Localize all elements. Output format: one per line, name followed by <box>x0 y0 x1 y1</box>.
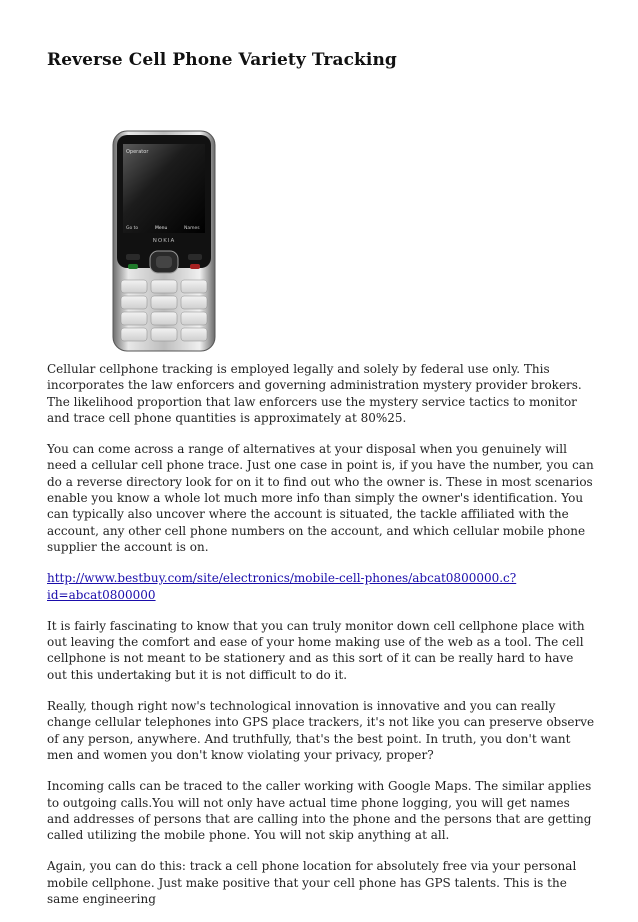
paragraph: Again, you can do this: track a cell phone location for absolutely free via your personal mobile cellphone. Just make positive that your cell phone has GPS talents. This is the same engineering <box>47 859 577 907</box>
phone-screen-operator: Operator <box>126 149 149 155</box>
phone-softkey-right: Names <box>184 226 200 231</box>
article-body <box>47 361 595 922</box>
phone-softkey-middle: Menu <box>155 226 168 231</box>
paragraph: It is fairly fascinating to know that you can truly monitor down cell cellphone place with out leaving the comfort and ease of your home making use of the web as a tool. The cell cellphone is not meant to be stationery and as this sort of it can be really hard to have out this undertaking but it is not difficult to do it. <box>47 618 585 682</box>
paragraph: Incoming calls can be traced to the caller working with Google Maps. The similar applies to outgoing calls.You will not only have actual time phone logging, you will get names and addresses of persons that are calling into the phone and the persons that are getting called utilizing the mobile phone. You will not skip anything at all. <box>47 779 592 843</box>
phone-brand: NOKIA <box>152 238 176 244</box>
paragraph: Cellular cellphone tracking is employed legally and solely by federal use only. This incorporates the law enforcers and governing administration mystery provider brokers. The likelihood proportion that law enforcers use the mystery service tactics to monitor and trace cell phone quantities is approximately at 80%25. <box>47 362 582 425</box>
phone-softkey-left: Go to <box>126 226 139 231</box>
paragraph: Really, though right now's technological innovation is innovative and you can really change cellular telephones into GPS place trackers, it's not like you can preserve observe of any person, anywhere. And truthfully, that's the best point. In truth, you don't want men and women you don't know violating your privacy, proper? <box>47 699 595 762</box>
page-title: Reverse Cell Phone Variety Tracking <box>47 50 397 70</box>
paragraph: You can come across a range of alternatives at your disposal when you genuinely will need a cellular cell phone trace. Just one case in point is, if you have the number, you can do a reverse directory look for on it to find out who the owner is. These in most scenarios enable you know a whole lot much more info than simply the owner's identification. You can typically also uncover where the account is situated, the tackle affiliated with the account, any other cell phone numbers on the account, and which cellular mobile phone supplier the account is on. <box>47 442 594 554</box>
bestbuy-link[interactable]: http://www.bestbuy.com/site/electronics/mobile-cell-phones/abcat0800000.c?id=abcat0800000 <box>47 571 517 602</box>
nokia-phone-image <box>112 130 216 352</box>
